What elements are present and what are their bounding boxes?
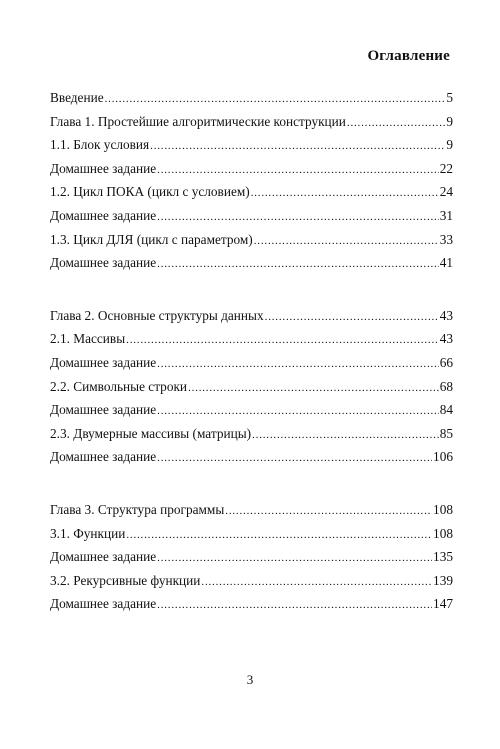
toc-entry-label: Домашнее задание: [50, 255, 157, 271]
toc-entry-label: 2.3. Двумерные массивы (матрицы): [50, 425, 252, 441]
toc-entry: [50, 110, 453, 134]
toc-entry: [50, 545, 453, 569]
toc-entry: [50, 422, 453, 446]
toc-dot-leader: [252, 424, 439, 448]
toc-dot-leader: [157, 594, 432, 618]
page-number: 3: [246, 672, 254, 687]
toc-entry-label: 1.1. Блок условия: [50, 137, 150, 153]
toc-entry-page: 139: [433, 572, 453, 588]
toc-entry-page: 85: [439, 425, 453, 441]
toc-entry: [50, 569, 453, 593]
toc-dot-leader: [188, 377, 439, 401]
toc-entry-page: 43: [439, 307, 453, 323]
toc-entry-label: Домашнее задание: [50, 402, 157, 418]
toc-entry-page: 84: [439, 402, 453, 418]
toc-entry: [50, 157, 453, 181]
toc-entry-label: Глава 1. Простейшие алгоритмические конструкции: [50, 113, 346, 129]
toc-dot-leader: [157, 206, 439, 230]
toc-entry: [50, 398, 453, 422]
toc-entry: [50, 228, 453, 252]
toc-dot-leader: [157, 353, 439, 377]
toc-entry-page: 9: [446, 113, 453, 129]
toc-dot-leader: [157, 447, 432, 471]
table-of-contents: [50, 86, 453, 616]
toc-dot-leader: [157, 400, 439, 424]
toc-entry-page: 66: [439, 354, 453, 370]
toc-dot-leader: [157, 547, 432, 571]
toc-dot-leader: [126, 329, 439, 353]
toc-entry-page: 108: [433, 525, 453, 541]
toc-entry-page: 31: [439, 207, 453, 223]
toc-entry-label: Глава 3. Структура программы: [50, 501, 225, 517]
toc-entry-label: Домашнее задание: [50, 354, 157, 370]
toc-section: [50, 498, 453, 616]
toc-dot-leader: [150, 135, 445, 159]
toc-entry-label: 2.1. Массивы: [50, 331, 126, 347]
toc-entry-label: Домашнее задание: [50, 207, 157, 223]
toc-dot-leader: [265, 306, 439, 330]
toc-entry: [50, 445, 453, 469]
toc-entry: [50, 498, 453, 522]
toc-title: Оглавление: [367, 48, 450, 64]
toc-entry-page: 33: [439, 231, 453, 247]
toc-entry-label: 2.2. Символьные строки: [50, 378, 188, 394]
toc-entry: [50, 304, 453, 328]
toc-entry: [50, 204, 453, 228]
toc-entry-label: Глава 2. Основные структуры данных: [50, 307, 264, 323]
toc-entry-label: Домашнее задание: [50, 549, 157, 565]
toc-entry-page: 68: [439, 378, 453, 394]
toc-entry: [50, 180, 453, 204]
toc-entry-page: 24: [439, 184, 453, 200]
toc-dot-leader: [126, 524, 432, 548]
toc-entry: [50, 351, 453, 375]
toc-entry-label: Домашнее задание: [50, 160, 157, 176]
toc-entry-page: 106: [433, 449, 453, 465]
toc-entry: [50, 592, 453, 616]
toc-entry-page: 135: [433, 549, 453, 565]
toc-entry-label: 3.1. Функции: [50, 525, 126, 541]
toc-entry-label: 3.2. Рекурсивные функции: [50, 572, 201, 588]
toc-entry-page: 108: [433, 501, 453, 517]
toc-entry: [50, 375, 453, 399]
toc-entry: [50, 522, 453, 546]
toc-entry-label: Домашнее задание: [50, 449, 157, 465]
toc-entry-page: 22: [439, 160, 453, 176]
toc-dot-leader: [347, 112, 445, 136]
toc-entry: [50, 327, 453, 351]
toc-section: [50, 86, 453, 275]
toc-entry-label: 1.3. Цикл ДЛЯ (цикл с параметром): [50, 231, 253, 247]
toc-section: [50, 304, 453, 469]
toc-dot-leader: [105, 88, 446, 112]
toc-dot-leader: [157, 253, 439, 277]
toc-entry-page: 9: [446, 137, 453, 153]
toc-dot-leader: [225, 500, 432, 524]
toc-dot-leader: [157, 159, 439, 183]
toc-entry-page: 41: [439, 255, 453, 271]
toc-dot-leader: [254, 230, 439, 254]
toc-dot-leader: [201, 571, 432, 595]
toc-entry-page: 147: [433, 596, 453, 612]
toc-entry: [50, 133, 453, 157]
toc-entry-label: Домашнее задание: [50, 596, 157, 612]
toc-entry-label: Введение: [50, 90, 104, 105]
toc-entry-label: 1.2. Цикл ПОКА (цикл с условием): [50, 184, 250, 200]
toc-entry-page: 43: [439, 331, 453, 347]
toc-dot-leader: [251, 182, 439, 206]
toc-entry: [50, 86, 453, 110]
toc-entry-page: 5: [446, 90, 453, 105]
toc-entry: [50, 251, 453, 275]
